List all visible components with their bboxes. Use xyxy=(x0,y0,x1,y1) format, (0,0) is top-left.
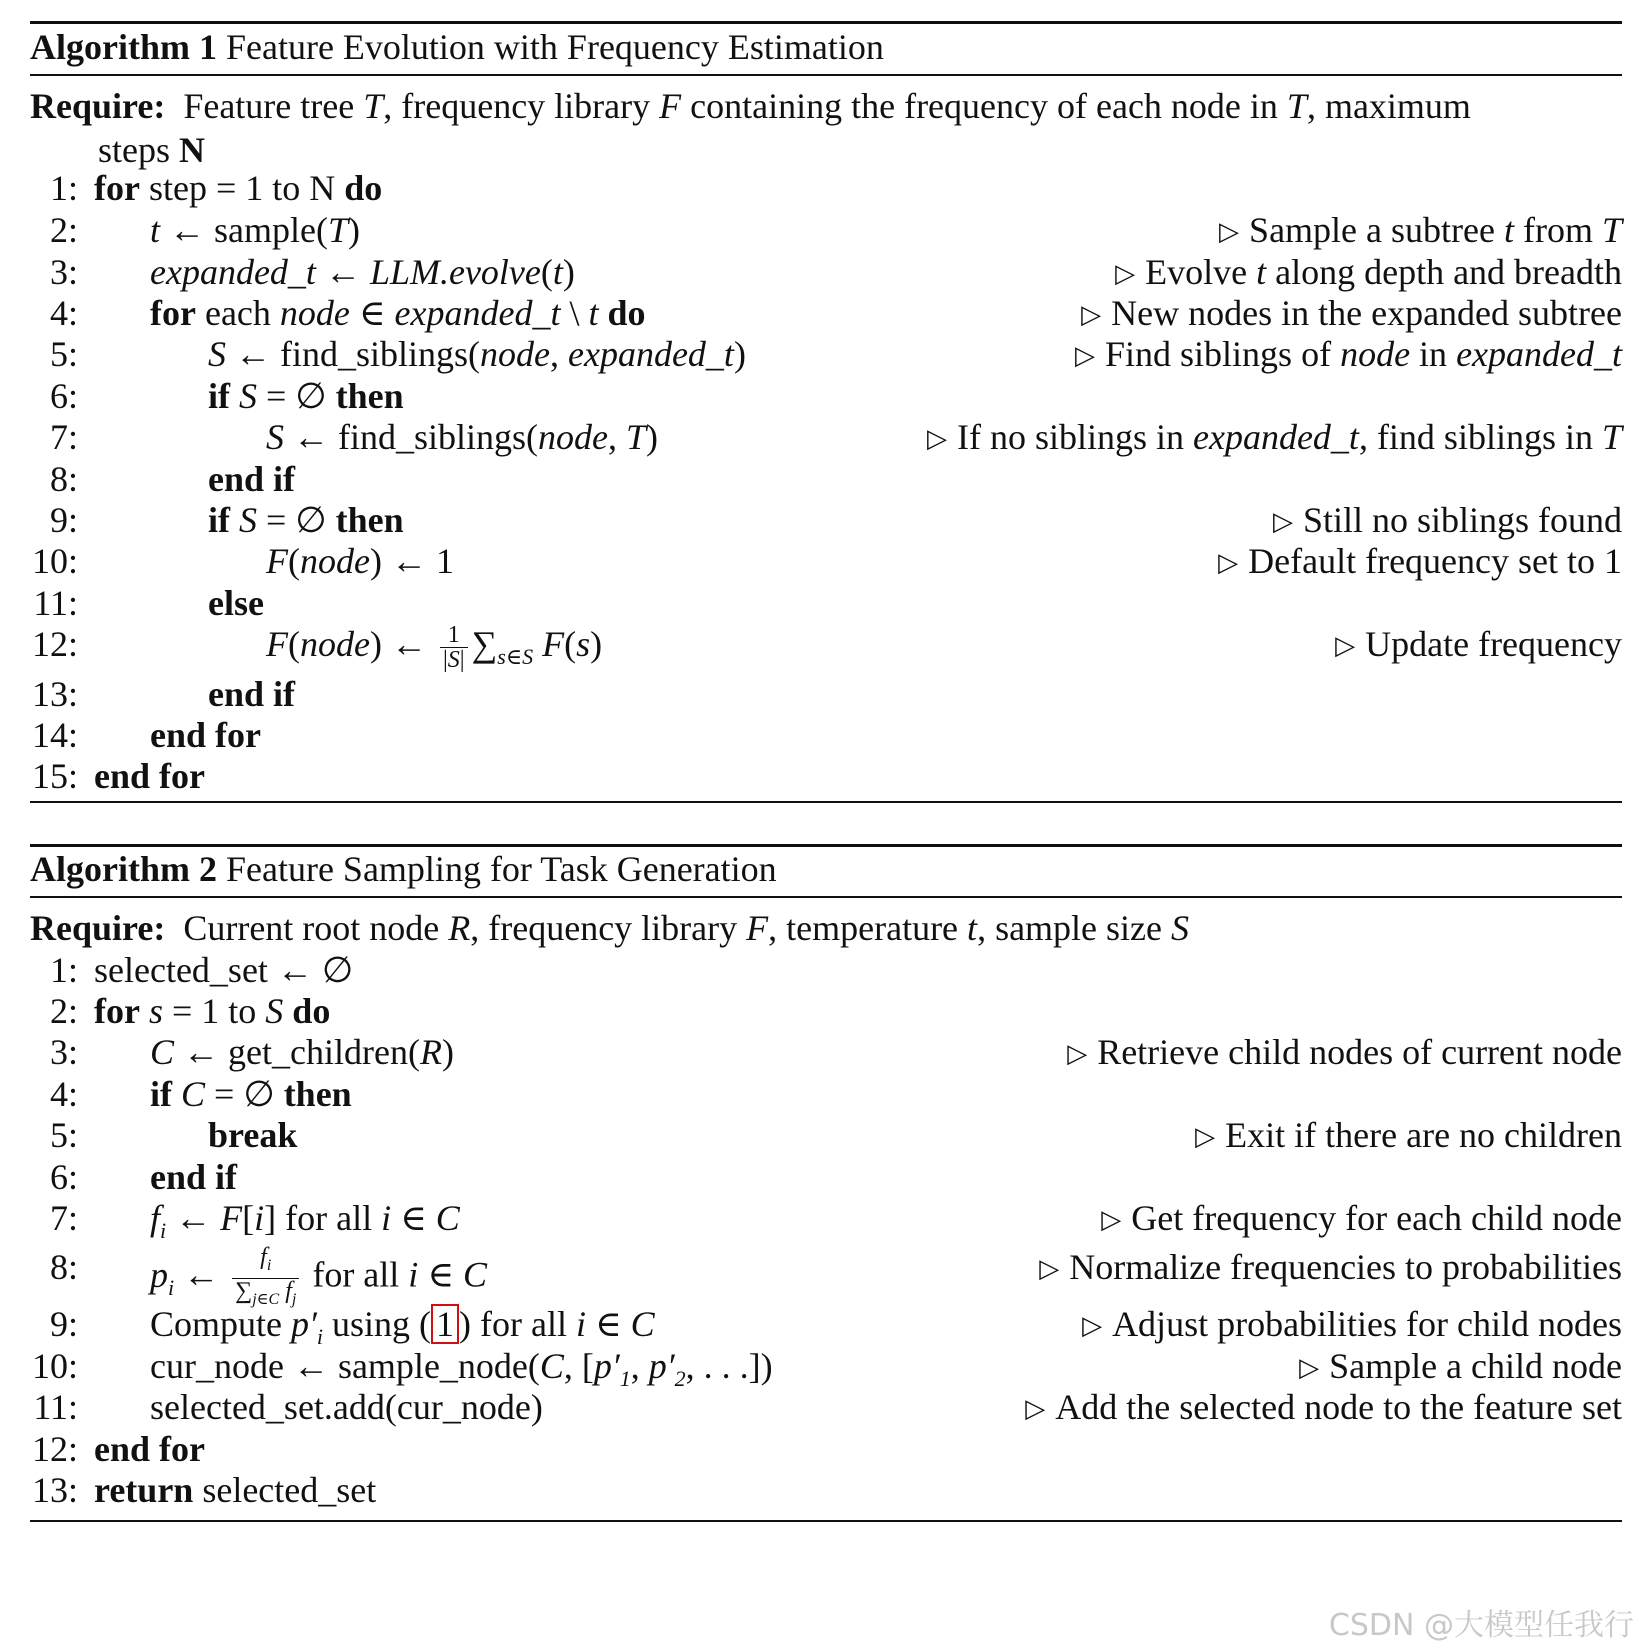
comment xyxy=(1067,1030,1622,1078)
comment-text: Still no siblings found xyxy=(1302,500,1622,540)
code: Compute $p'_i$ using ( 1 ) for all i ∈ C xyxy=(150,1304,655,1350)
comment-text: Add the selected node to the feature set xyxy=(1055,1387,1622,1427)
comment: ▷ Evolve t along depth and breadth xyxy=(1115,250,1622,298)
code: end if xyxy=(208,459,296,499)
comment-text: Default frequency set to 1 xyxy=(1248,541,1622,581)
algorithm-title xyxy=(30,26,884,68)
triangle-right-icon: ▷ xyxy=(926,424,947,453)
line-number: 10: xyxy=(31,1346,78,1386)
code: F(node) ← 1 xyxy=(266,541,454,581)
algo1-line-2 xyxy=(30,208,1622,252)
algo1-line-10 xyxy=(30,539,1622,583)
code: end if xyxy=(150,1157,238,1197)
require-label: Require: xyxy=(30,908,166,948)
algorithm-label: Algorithm 2 xyxy=(30,849,217,889)
algorithm-2 xyxy=(30,840,1622,1630)
algo2-line-5 xyxy=(30,1113,1622,1157)
code: break xyxy=(208,1115,298,1155)
line-number: 3: xyxy=(49,1032,78,1072)
code: return selected_set xyxy=(94,1470,377,1510)
algo2-line-10 xyxy=(30,1344,1622,1392)
comment: ▷ New nodes in the expanded subtree xyxy=(1081,291,1622,339)
line-number: 10: xyxy=(31,541,78,581)
triangle-right-icon: ▷ xyxy=(1219,217,1240,246)
comment-text: Exit if there are no children xyxy=(1225,1115,1622,1155)
line-number: 4: xyxy=(49,293,78,333)
line-number: 1: xyxy=(49,950,78,990)
comment xyxy=(1335,622,1622,670)
algo2-line-2 xyxy=(30,989,1622,1033)
require-line-1: Require: Feature tree T, frequency library F containing the frequency of each node in T, maximum xyxy=(30,86,1471,126)
line-number: 15: xyxy=(31,756,78,796)
algo1-line-5 xyxy=(30,332,1622,376)
algo2-line-7 xyxy=(30,1196,1622,1244)
algo1-line-14 xyxy=(30,713,1622,757)
fraction: $\frac{f_i}{\sum_{j\in C} f_j}$ xyxy=(232,1245,299,1312)
algo1-line-3 xyxy=(30,250,1622,294)
comment-text: Retrieve child nodes of current node xyxy=(1097,1032,1622,1072)
line-number: 11: xyxy=(33,1387,78,1427)
require-line-1: Require: Current root node R, frequency library F, temperature t, sample size S xyxy=(30,908,1190,948)
triangle-right-icon: ▷ xyxy=(1335,631,1356,660)
algo2-line-9 xyxy=(30,1302,1622,1350)
algo1-line-13 xyxy=(30,672,1622,716)
line-number: 11: xyxy=(33,583,78,623)
line-number: 1: xyxy=(49,168,78,208)
code: end if xyxy=(208,674,296,714)
code: selected_set ← ∅ xyxy=(94,950,354,990)
code: expanded_t ← LLM.evolve(t) xyxy=(150,252,575,292)
code: C ← get_children(R) xyxy=(150,1032,454,1072)
algo1-line-7 xyxy=(30,415,1622,459)
algorithm-name: Feature Sampling for Task Generation xyxy=(225,849,777,889)
require-block xyxy=(30,84,1622,172)
line-number: 14: xyxy=(31,715,78,755)
algorithm-label: Algorithm 1 xyxy=(30,27,217,67)
line-number: 5: xyxy=(49,1115,78,1155)
equation-reference-link[interactable]: 1 xyxy=(431,1304,459,1344)
title-rule xyxy=(30,896,1622,898)
code: else xyxy=(208,583,264,623)
code: S ← find_siblings(node, expanded_t) xyxy=(208,334,746,374)
triangle-right-icon: ▷ xyxy=(1101,1205,1122,1234)
code: for each node ∈ expanded_t \ t do xyxy=(150,293,646,333)
algo2-line-13 xyxy=(30,1468,1622,1512)
algo2-line-12 xyxy=(30,1427,1622,1471)
line-number: 4: xyxy=(49,1074,78,1114)
line-number: 7: xyxy=(49,1198,78,1238)
code: $p_i$ ← $\frac{f_i}{\sum_{j\in C} f_j}$ for all i ∈ C xyxy=(150,1245,487,1312)
algorithm-1 xyxy=(30,0,1622,810)
triangle-right-icon: ▷ xyxy=(1299,1353,1320,1382)
triangle-right-icon: ▷ xyxy=(1115,259,1136,288)
comment: ▷ If no siblings in expanded_t, find siblings in T xyxy=(927,415,1622,463)
algo1-line-9 xyxy=(30,498,1622,542)
top-rule xyxy=(30,21,1622,24)
bottom-rule xyxy=(30,1520,1622,1522)
algo1-line-15 xyxy=(30,754,1622,798)
algo1-line-11 xyxy=(30,581,1622,625)
top-rule xyxy=(30,844,1622,847)
line-number: 7: xyxy=(49,417,78,457)
require-line-2: steps N xyxy=(98,130,205,170)
code: F(node) ← $\frac{1}{|S|}$ $\sum_{s\in S}$ F(s) xyxy=(266,622,603,674)
code: selected_set.add(cur_node) xyxy=(150,1387,543,1427)
algo2-line-8 xyxy=(30,1244,1622,1308)
triangle-right-icon: ▷ xyxy=(1039,1254,1060,1283)
triangle-right-icon: ▷ xyxy=(1218,548,1239,577)
code: if C = ∅ then xyxy=(150,1074,352,1114)
triangle-right-icon: ▷ xyxy=(1075,341,1096,370)
require-label: Require: xyxy=(30,86,166,126)
comment xyxy=(1218,539,1622,587)
line-number: 13: xyxy=(31,1470,78,1510)
algo2-line-3 xyxy=(30,1030,1622,1074)
algo1-line-4 xyxy=(30,291,1622,335)
triangle-right-icon: ▷ xyxy=(1272,507,1293,536)
line-number: 6: xyxy=(49,1157,78,1197)
watermark: CSDN @大模型任我行 xyxy=(1328,1608,1634,1643)
comment-text: Adjust probabilities for child nodes xyxy=(1112,1304,1622,1344)
code: S ← find_siblings(node, T) xyxy=(266,417,659,457)
algo2-line-6 xyxy=(30,1155,1622,1199)
comment-text: Get frequency for each child node xyxy=(1131,1198,1622,1238)
comment xyxy=(1195,1113,1622,1161)
algo1-line-1 xyxy=(30,166,1622,210)
algorithm-name: Feature Evolution with Frequency Estimation xyxy=(225,27,884,67)
triangle-right-icon: ▷ xyxy=(1195,1122,1216,1151)
algo2-line-11 xyxy=(30,1385,1622,1429)
triangle-right-icon: ▷ xyxy=(1082,1311,1103,1340)
code: end for xyxy=(150,715,261,755)
algo1-line-6 xyxy=(30,374,1622,418)
comment xyxy=(1039,1245,1622,1293)
comment xyxy=(1025,1385,1622,1433)
code: cur_node ← sample_node(C, [$p'_1$, $p'_2$, . . .]) xyxy=(150,1346,773,1392)
code: end for xyxy=(94,756,205,796)
code: t ← sample(T) xyxy=(150,210,361,250)
comment: ▷ Find siblings of node in expanded_t xyxy=(1075,332,1622,380)
line-number: 13: xyxy=(31,674,78,714)
algo1-line-12 xyxy=(30,622,1622,674)
title-rule xyxy=(30,74,1622,76)
code: if S = ∅ then xyxy=(208,500,404,540)
algo2-line-1 xyxy=(30,948,1622,992)
line-number: 2: xyxy=(49,210,78,250)
line-number: 3: xyxy=(49,252,78,292)
algo2-line-4 xyxy=(30,1072,1622,1116)
code: for step = 1 to N do xyxy=(94,168,383,208)
code: $f_i$ ← F[i] for all i ∈ C xyxy=(150,1198,460,1244)
code: if S = ∅ then xyxy=(208,376,404,416)
line-number: 2: xyxy=(49,991,78,1031)
require-block xyxy=(30,906,1622,950)
comment-text: Sample a child node xyxy=(1329,1346,1622,1386)
fraction: $\frac{1}{|S|}$ xyxy=(440,623,468,672)
algo1-line-8 xyxy=(30,457,1622,501)
comment xyxy=(1101,1196,1622,1244)
line-number: 8: xyxy=(49,459,78,499)
comment: ▷ Sample a subtree t from T xyxy=(1219,208,1622,256)
line-number: 12: xyxy=(31,624,78,664)
line-number: 5: xyxy=(49,334,78,374)
triangle-right-icon: ▷ xyxy=(1081,300,1102,329)
triangle-right-icon: ▷ xyxy=(1025,1394,1046,1423)
line-number: 8: xyxy=(49,1247,78,1287)
line-number: 9: xyxy=(49,1304,78,1344)
line-number: 6: xyxy=(49,376,78,416)
line-number: 9: xyxy=(49,500,78,540)
comment xyxy=(1082,1302,1622,1350)
comment-text: Update frequency xyxy=(1365,624,1622,664)
code: end for xyxy=(94,1429,205,1469)
algorithm-title xyxy=(30,848,777,890)
comment-text: Normalize frequencies to probabilities xyxy=(1069,1247,1622,1287)
triangle-right-icon: ▷ xyxy=(1067,1039,1088,1068)
bottom-rule xyxy=(30,801,1622,803)
line-number: 12: xyxy=(31,1429,78,1469)
code: for s = 1 to S do xyxy=(94,991,331,1031)
